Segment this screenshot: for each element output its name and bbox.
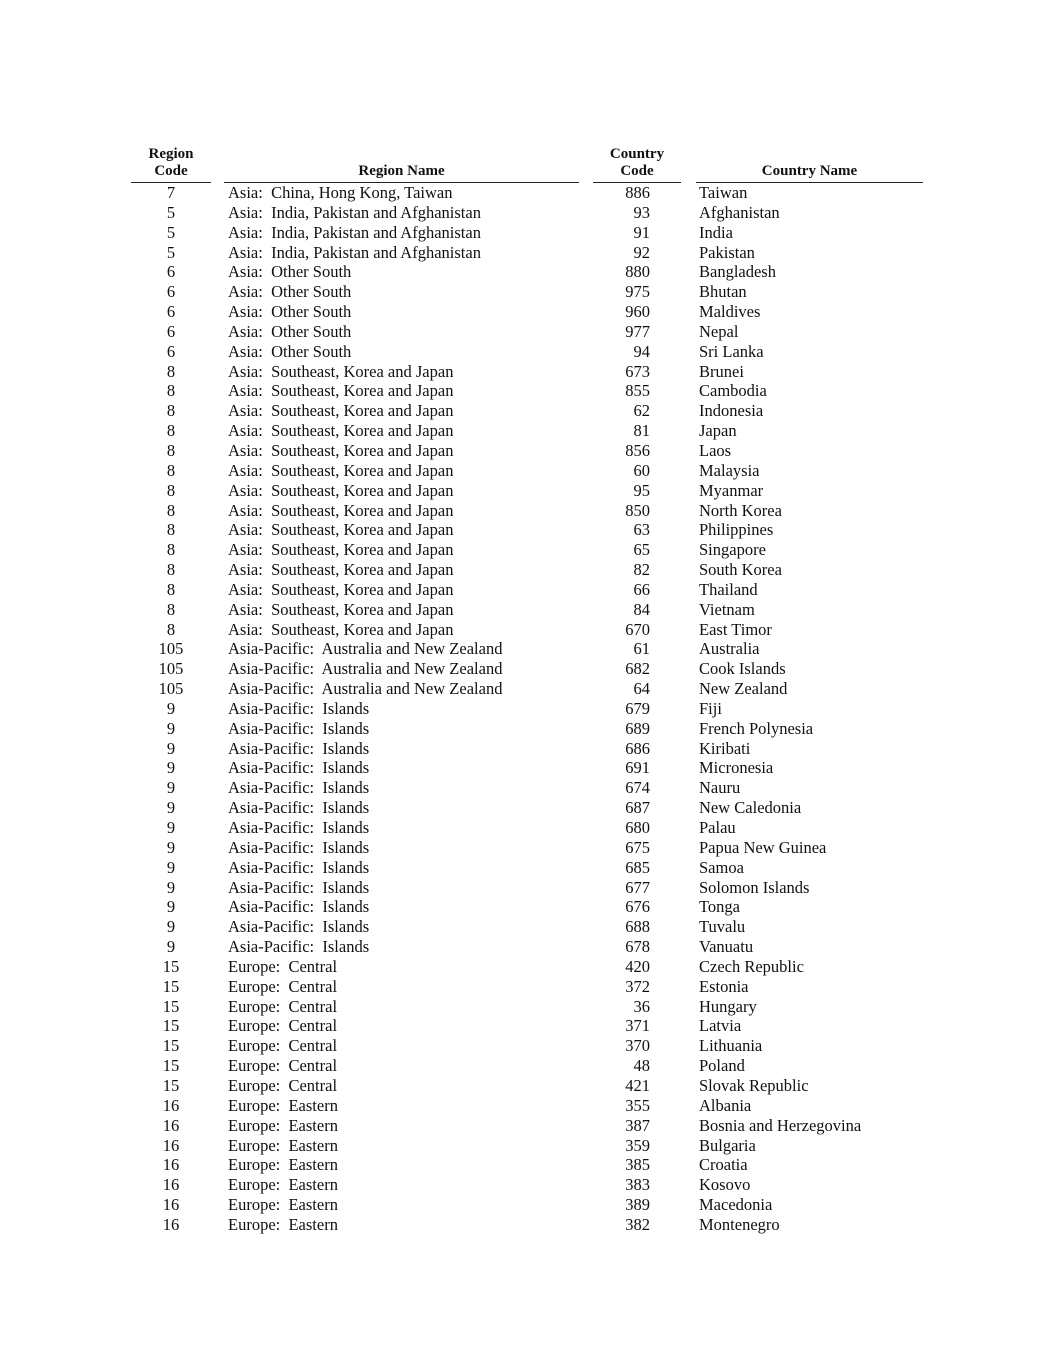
country-code-cell: 36	[633, 996, 650, 1016]
table-row	[0, 481, 1055, 501]
country-code-cell: 66	[633, 579, 650, 599]
country-code-cell: 370	[625, 1036, 650, 1056]
region-code-cell: 16	[162, 1175, 180, 1195]
country-name-cell: East Timor	[699, 619, 772, 639]
country-code-cell: 686	[625, 738, 650, 758]
region-name-cell: Asia-Pacific: Islands	[228, 877, 370, 897]
region-code-cell: 8	[166, 540, 176, 560]
region-name-cell: Asia: Southeast, Korea and Japan	[228, 421, 454, 441]
region-name-cell: Asia: India, Pakistan and Afghanistan	[228, 222, 481, 242]
region-name-cell: Asia: Other South	[228, 282, 352, 302]
region-name-cell: Asia: Southeast, Korea and Japan	[228, 381, 454, 401]
country-name-cell: Fiji	[699, 698, 722, 718]
region-name-cell: Europe: Eastern	[228, 1095, 338, 1115]
table-row	[0, 520, 1055, 540]
region-code-header	[131, 146, 211, 180]
region-name-cell: Asia-Pacific: Islands	[228, 937, 370, 957]
country-name-cell: New Zealand	[699, 679, 788, 699]
region-code-cell: 9	[166, 698, 176, 718]
region-name-cell: Asia-Pacific: Islands	[228, 698, 370, 718]
country-code-cell: 60	[633, 460, 650, 480]
region-name-cell: Asia: Southeast, Korea and Japan	[228, 480, 454, 500]
region-name-cell: Asia: Southeast, Korea and Japan	[228, 599, 454, 619]
region-name-cell: Europe: Eastern	[228, 1155, 338, 1175]
country-code-cell: 359	[625, 1135, 650, 1155]
country-code-cell: 95	[633, 480, 650, 500]
table-row	[0, 917, 1055, 937]
region-code-cell: 8	[166, 500, 176, 520]
region-name-cell: Asia-Pacific: Islands	[228, 718, 370, 738]
table-row	[0, 362, 1055, 382]
table-row	[0, 1096, 1055, 1116]
region-name-cell: Asia: Other South	[228, 341, 352, 361]
region-code-header-line1: Region	[148, 146, 194, 162]
country-code-cell: 93	[633, 202, 650, 222]
country-name-cell: Nauru	[699, 778, 741, 798]
region-code-cell: 9	[166, 818, 176, 837]
country-name-cell: Kosovo	[699, 1175, 751, 1195]
region-code-cell: 9	[166, 877, 176, 897]
region-code-cell: 6	[166, 262, 176, 282]
region-code-cell: 105	[158, 659, 184, 679]
region-name-cell: Europe: Eastern	[228, 1115, 338, 1135]
country-code-cell: 420	[625, 956, 650, 976]
table-row	[0, 758, 1055, 778]
country-code-cell: 676	[625, 897, 650, 917]
country-code-cell: 355	[625, 1095, 650, 1115]
country-code-cell: 856	[625, 440, 650, 460]
country-name-cell: Indonesia	[699, 401, 764, 421]
country-name-cell: Pakistan	[699, 242, 755, 262]
table-row	[0, 381, 1055, 401]
table-row	[0, 1016, 1055, 1036]
region-code-cell: 8	[166, 619, 176, 639]
table-row	[0, 342, 1055, 362]
table-row	[0, 1076, 1055, 1096]
country-code-cell: 679	[625, 698, 650, 718]
region-name-cell: Asia-Pacific: Islands	[228, 738, 370, 758]
region-name-cell: Asia: Southeast, Korea and Japan	[228, 401, 454, 421]
region-name-cell: Asia-Pacific: Islands	[228, 837, 370, 857]
region-code-cell: 8	[166, 361, 176, 381]
country-name-cell: New Caledonia	[699, 798, 802, 818]
region-name-cell: Asia: Other South	[228, 321, 352, 341]
table-row	[0, 659, 1055, 679]
country-name-cell: Cook Islands	[699, 659, 786, 679]
table-row	[0, 421, 1055, 441]
region-name-cell: Asia: Southeast, Korea and Japan	[228, 540, 454, 560]
country-name-header: Country Name	[761, 163, 858, 179]
country-name-cell: Kiribati	[699, 738, 751, 758]
region-name-cell: Asia: Southeast, Korea and Japan	[228, 560, 454, 580]
country-name-cell: Philippines	[699, 520, 774, 540]
region-code-cell: 8	[166, 579, 176, 599]
table-row	[0, 818, 1055, 838]
region-code-cell: 15	[162, 1056, 180, 1076]
table-row	[0, 639, 1055, 659]
region-code-cell: 105	[158, 679, 184, 699]
region-name-cell: Europe: Eastern	[228, 1195, 338, 1215]
country-code-cell: 960	[625, 302, 650, 322]
table-row	[0, 1155, 1055, 1175]
region-code-cell: 6	[166, 282, 176, 302]
country-code-cell: 383	[625, 1175, 650, 1195]
country-name-cell: Papua New Guinea	[699, 837, 827, 857]
country-code-cell: 387	[625, 1115, 650, 1135]
region-code-cell: 9	[166, 758, 176, 778]
table-row	[0, 858, 1055, 878]
region-name-cell: Asia: Southeast, Korea and Japan	[228, 361, 454, 381]
region-code-cell: 9	[166, 857, 176, 877]
region-code-cell: 9	[166, 937, 176, 957]
region-name-cell: Europe: Eastern	[228, 1214, 338, 1234]
region-name-cell: Asia: Southeast, Korea and Japan	[228, 500, 454, 520]
country-code-cell: 689	[625, 718, 650, 738]
region-code-cell: 8	[166, 599, 176, 619]
region-code-cell: 9	[166, 917, 176, 937]
table-body	[0, 183, 1055, 1235]
region-name-cell: Europe: Central	[228, 1056, 338, 1076]
region-code-cell: 15	[162, 1036, 180, 1056]
region-code-cell: 9	[166, 798, 176, 818]
region-name-cell: Europe: Central	[228, 976, 338, 996]
table-row	[0, 977, 1055, 997]
region-name-cell: Asia-Pacific: Australia and New Zealand	[228, 659, 503, 679]
country-name-cell: Myanmar	[699, 480, 764, 500]
country-name-cell: Bangladesh	[699, 262, 776, 282]
country-name-cell: North Korea	[699, 500, 782, 520]
region-name-cell: Asia-Pacific: Australia and New Zealand	[228, 679, 503, 699]
country-code-cell: 975	[625, 282, 650, 302]
table-row	[0, 878, 1055, 898]
table-row	[0, 302, 1055, 322]
region-code-cell: 9	[166, 718, 176, 738]
region-name-cell: Europe: Eastern	[228, 1175, 338, 1195]
table-row	[0, 699, 1055, 719]
country-code-cell: 371	[625, 1016, 650, 1036]
country-name-cell: Malaysia	[699, 460, 760, 480]
table-row	[0, 719, 1055, 739]
country-code-cell: 674	[625, 778, 650, 798]
country-code-cell: 62	[633, 401, 650, 421]
region-name-cell: Asia: Southeast, Korea and Japan	[228, 619, 454, 639]
country-name-cell: Solomon Islands	[699, 877, 810, 897]
country-code-cell: 421	[625, 1075, 650, 1095]
region-code-cell: 15	[162, 956, 180, 976]
region-name-cell: Asia: Other South	[228, 262, 352, 282]
country-code-cell: 680	[625, 818, 650, 837]
table-row	[0, 223, 1055, 243]
country-name-cell: Czech Republic	[699, 956, 804, 976]
table-row	[0, 441, 1055, 461]
country-code-cell: 94	[633, 341, 650, 361]
region-name-cell: Europe: Central	[228, 996, 338, 1016]
region-code-cell: 15	[162, 996, 180, 1016]
country-code-header	[593, 146, 681, 180]
country-code-cell: 63	[633, 520, 650, 540]
region-code-cell: 9	[166, 897, 176, 917]
country-code-cell: 855	[625, 381, 650, 401]
table-row	[0, 501, 1055, 521]
region-code-cell: 9	[166, 837, 176, 857]
country-name-cell: Laos	[699, 440, 732, 460]
region-code-cell: 7	[166, 183, 176, 202]
country-name-cell: Taiwan	[699, 183, 748, 202]
table-row	[0, 679, 1055, 699]
country-name-cell: Vietnam	[699, 599, 755, 619]
country-code-cell: 977	[625, 321, 650, 341]
table-row	[0, 580, 1055, 600]
country-code-cell: 687	[625, 798, 650, 818]
table-row	[0, 322, 1055, 342]
region-name-cell: Europe: Central	[228, 1075, 338, 1095]
country-name-cell: Hungary	[699, 996, 757, 1016]
country-name-cell: Singapore	[699, 540, 766, 560]
table-row	[0, 461, 1055, 481]
region-name-cell: Asia: Southeast, Korea and Japan	[228, 520, 454, 540]
region-code-cell: 8	[166, 560, 176, 580]
region-code-cell: 8	[166, 460, 176, 480]
table-row	[0, 1195, 1055, 1215]
region-name-header: Region Name	[358, 163, 445, 179]
country-code-cell: 675	[625, 837, 650, 857]
table-row	[0, 620, 1055, 640]
table-row	[0, 203, 1055, 223]
country-name-cell: South Korea	[699, 560, 782, 580]
country-name-cell: Nepal	[699, 321, 739, 341]
country-code-cell: 91	[633, 222, 650, 242]
country-name-cell: Bosnia and Herzegovina	[699, 1115, 862, 1135]
country-code-header-line2: Code	[620, 163, 654, 179]
region-name-cell: Europe: Central	[228, 1036, 338, 1056]
region-code-cell: 9	[166, 738, 176, 758]
table-row	[0, 183, 1055, 203]
country-code-cell: 84	[633, 599, 650, 619]
country-code-cell: 64	[633, 679, 650, 699]
country-code-cell: 685	[625, 857, 650, 877]
region-code-cell: 105	[158, 639, 184, 659]
table-row	[0, 243, 1055, 263]
country-code-cell: 82	[633, 560, 650, 580]
country-name-cell: Estonia	[699, 976, 749, 996]
country-code-cell: 382	[625, 1214, 650, 1234]
region-code-cell: 8	[166, 480, 176, 500]
country-code-cell: 385	[625, 1155, 650, 1175]
region-code-cell: 5	[166, 242, 176, 262]
table-row	[0, 1116, 1055, 1136]
table-row	[0, 778, 1055, 798]
country-code-cell: 677	[625, 877, 650, 897]
region-code-cell: 8	[166, 421, 176, 441]
table-row	[0, 600, 1055, 620]
country-name-cell: Micronesia	[699, 758, 774, 778]
region-name-cell: Asia: Southeast, Korea and Japan	[228, 440, 454, 460]
region-name-cell: Asia: India, Pakistan and Afghanistan	[228, 202, 481, 222]
country-name-cell: Tonga	[699, 897, 741, 917]
region-name-cell: Asia-Pacific: Islands	[228, 778, 370, 798]
table-row	[0, 1136, 1055, 1156]
country-code-cell: 670	[625, 619, 650, 639]
country-name-cell: Bhutan	[699, 282, 747, 302]
table-row	[0, 1215, 1055, 1235]
country-code-header-line1: Country	[609, 146, 665, 162]
table-row	[0, 838, 1055, 858]
region-code-cell: 15	[162, 1016, 180, 1036]
table-row	[0, 560, 1055, 580]
region-name-cell: Asia: Other South	[228, 302, 352, 322]
country-code-cell: 673	[625, 361, 650, 381]
country-code-cell: 678	[625, 937, 650, 957]
table-row	[0, 401, 1055, 421]
table-row	[0, 897, 1055, 917]
region-code-cell: 15	[162, 1075, 180, 1095]
country-name-cell: French Polynesia	[699, 718, 814, 738]
country-name-cell: India	[699, 222, 733, 242]
region-code-cell: 8	[166, 381, 176, 401]
region-name-cell: Asia: India, Pakistan and Afghanistan	[228, 242, 481, 262]
country-name-cell: Maldives	[699, 302, 761, 322]
region-code-cell: 16	[162, 1155, 180, 1175]
country-code-cell: 61	[633, 639, 650, 659]
country-name-cell: Brunei	[699, 361, 744, 381]
region-code-cell: 15	[162, 976, 180, 996]
region-name-cell: Asia-Pacific: Islands	[228, 857, 370, 877]
region-code-cell: 6	[166, 302, 176, 322]
country-name-cell: Cambodia	[699, 381, 767, 401]
region-code-cell: 16	[162, 1095, 180, 1115]
country-code-cell: 850	[625, 500, 650, 520]
country-code-cell: 691	[625, 758, 650, 778]
region-name-cell: Asia-Pacific: Islands	[228, 798, 370, 818]
region-code-header-line2: Code	[154, 163, 188, 179]
country-code-cell: 886	[625, 183, 650, 202]
country-name-cell: Croatia	[699, 1155, 748, 1175]
country-name-cell: Australia	[699, 639, 760, 659]
country-name-cell: Afghanistan	[699, 202, 780, 222]
region-name-cell: Asia-Pacific: Australia and New Zealand	[228, 639, 503, 659]
table-row	[0, 997, 1055, 1017]
country-code-cell: 372	[625, 976, 650, 996]
country-name-cell: Macedonia	[699, 1195, 773, 1215]
country-name-cell: Albania	[699, 1095, 752, 1115]
region-name-cell: Europe: Central	[228, 956, 338, 976]
region-code-cell: 5	[166, 202, 176, 222]
table-row	[0, 540, 1055, 560]
table-row	[0, 957, 1055, 977]
region-code-cell: 6	[166, 341, 176, 361]
country-code-cell: 65	[633, 540, 650, 560]
region-code-cell: 9	[166, 778, 176, 798]
country-code-cell: 682	[625, 659, 650, 679]
country-code-cell: 48	[633, 1056, 650, 1076]
region-code-cell: 16	[162, 1115, 180, 1135]
country-name-cell: Thailand	[699, 579, 758, 599]
region-name-cell: Asia: Southeast, Korea and Japan	[228, 460, 454, 480]
region-name-cell: Asia-Pacific: Islands	[228, 758, 370, 778]
country-name-cell: Palau	[699, 818, 736, 837]
region-code-cell: 8	[166, 520, 176, 540]
country-code-cell: 880	[625, 262, 650, 282]
table-row	[0, 1175, 1055, 1195]
table-row	[0, 739, 1055, 759]
region-name-cell: Europe: Eastern	[228, 1135, 338, 1155]
country-name-cell: Poland	[699, 1056, 745, 1076]
country-code-cell: 688	[625, 917, 650, 937]
table-row	[0, 798, 1055, 818]
country-name-cell: Sri Lanka	[699, 341, 764, 361]
region-name-cell: Asia-Pacific: Islands	[228, 917, 370, 937]
country-name-cell: Latvia	[699, 1016, 742, 1036]
region-name-cell: Europe: Central	[228, 1016, 338, 1036]
region-name-cell: Asia: Southeast, Korea and Japan	[228, 579, 454, 599]
country-code-cell: 81	[633, 421, 650, 441]
region-code-cell: 16	[162, 1214, 180, 1234]
region-code-cell: 16	[162, 1195, 180, 1215]
region-code-cell: 8	[166, 401, 176, 421]
country-name-cell: Slovak Republic	[699, 1075, 809, 1095]
country-name-cell: Bulgaria	[699, 1135, 756, 1155]
region-code-cell: 8	[166, 440, 176, 460]
country-name-cell: Japan	[699, 421, 737, 441]
region-code-cell: 6	[166, 321, 176, 341]
region-name-cell: Asia-Pacific: Islands	[228, 897, 370, 917]
country-name-cell: Montenegro	[699, 1214, 780, 1234]
region-code-cell: 16	[162, 1135, 180, 1155]
country-name-cell: Tuvalu	[699, 917, 746, 937]
table-row	[0, 937, 1055, 957]
region-name-cell: Asia: China, Hong Kong, Taiwan	[228, 183, 453, 202]
country-name-cell: Vanuatu	[699, 937, 754, 957]
country-name-cell: Samoa	[699, 857, 744, 877]
table-row	[0, 1036, 1055, 1056]
table-row	[0, 282, 1055, 302]
table-row	[0, 262, 1055, 282]
country-name-cell: Lithuania	[699, 1036, 763, 1056]
country-code-cell: 92	[633, 242, 650, 262]
table-row	[0, 1056, 1055, 1076]
region-name-cell: Asia-Pacific: Islands	[228, 818, 370, 837]
country-code-cell: 389	[625, 1195, 650, 1215]
region-code-cell: 5	[166, 222, 176, 242]
